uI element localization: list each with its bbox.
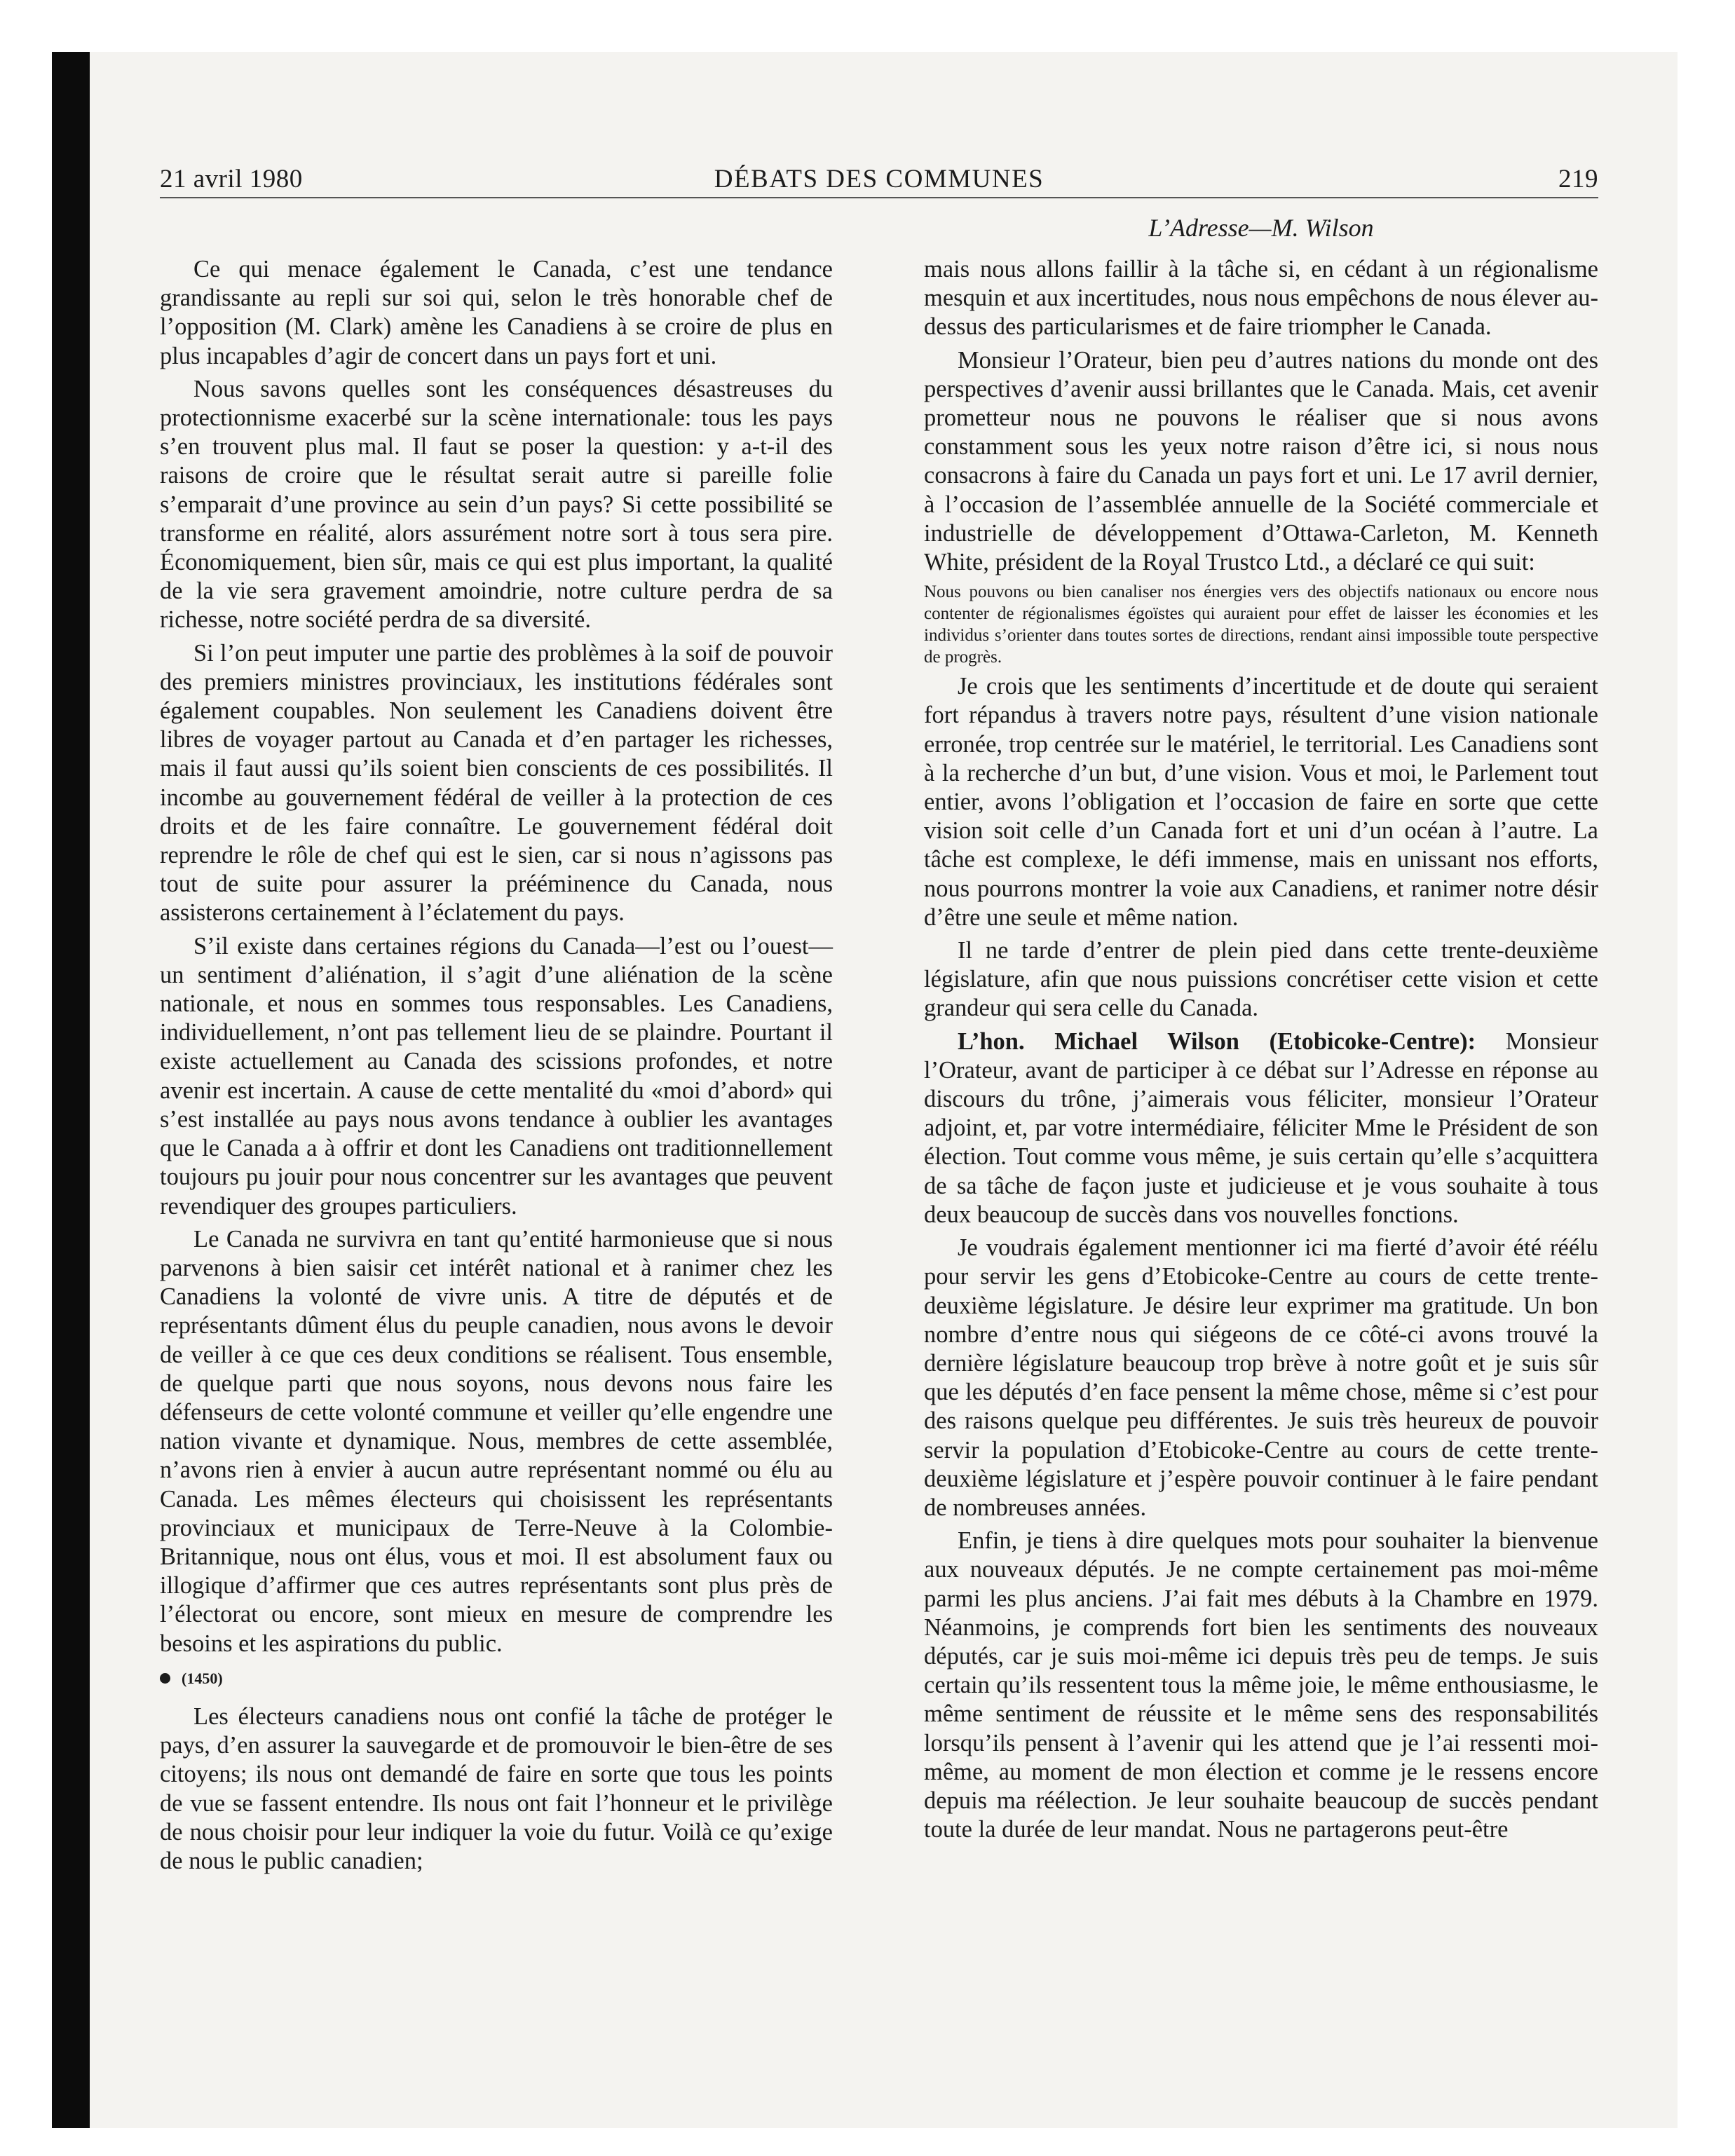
time-marker-label: (1450) [182, 1669, 223, 1687]
right-column [924, 255, 1598, 1848]
paragraph: Le Canada ne survivra en tant qu’entité harmonieuse que si nous parvenons à bien saisir cet intérêt national et à ranimer chez les Canadiens la volonté de vivre unis. A titre de députés et de représentants dûment élus du peuple canadien, nous avons le devoir de veiller à ce que ces deux conditions se réalisent. Tous ensemble, de quelque parti que nous soyons, nous devons nous faire les défenseurs de cette volonté commune et veiller qu’elle engendre une nation vivante et dynamique. Nous, membres de cette assemblée, n’avons rien à envier à aucun autre représentant nommé ou élu au Canada. Les mêmes électeurs qui choisissent les représentants provinciaux et municipaux de Terre-Neuve à la Colombie-Britannique, nous ont élus, vous et moi. Il est absolument faux ou illogique d’affirmer que ces autres représentants sont plus près de l’électorat ou encore, sont mieux en mesure de comprendre les besoins et les aspirations du public. [160, 1225, 833, 1657]
page-header [160, 164, 1598, 206]
bullet-icon [160, 1673, 170, 1684]
paragraph: Il ne tarde d’entrer de plein pied dans cette trente-deuxième législature, afin que nous puissions concrétiser cette vision et cette grandeur qui sera celle du Canada. [924, 937, 1598, 1022]
left-column [160, 255, 833, 1880]
header-title: DÉBATS DES COMMUNES [714, 165, 1045, 193]
speech-paragraph [924, 1028, 1598, 1229]
running-head: L’Adresse—M. Wilson [1148, 214, 1374, 242]
page-number: 219 [1558, 165, 1598, 193]
speech-text: Monsieur l’Orateur, avant de participer à ce débat sur l’Adresse en réponse au discours du trône, j’aimerais vous féliciter, monsieur l’Orateur adjoint, et, par votre intermédiaire, féliciter Mme le Président de son élection. Tout comme vous même, je suis certain qu’elle s’acquittera de sa tâche de façon juste et judicieuse et je vous souhaite à tous deux beaucoup de succès dans vos nouvelles fonctions. [924, 1028, 1598, 1228]
paragraph: mais nous allons faillir à la tâche si, en cédant à un régionalisme mesquin et aux incertitudes, nous nous empêchons de nous élever au-dessus des particularismes et de faire triompher le Canada. [924, 256, 1598, 341]
paragraph: Je crois que les sentiments d’incertitude et de doute qui seraient fort répandus à travers notre pays, résultent d’une vision nationale erronée, trop centrée sur le matériel, le territorial. Les Canadiens sont à la recherche d’un but, d’une vision. Vous et moi, le Parlement tout entier, avons l’obligation et l’occasion de faire en sorte que cette vision soit celle d’un Canada fort et uni d’un océan à l’autre. La tâche est complexe, le défi immense, mais en unissant nos efforts, nous pourrons montrer la voie aux Canadiens, et ranimer notre désir d’être une seule et même nation. [924, 673, 1598, 931]
speaker-name: L’hon. Michael Wilson (Etobicoke-Centre): [958, 1028, 1476, 1055]
header-date: 21 avril 1980 [160, 165, 303, 193]
paragraph: Si l’on peut imputer une partie des problèmes à la soif de pouvoir des premiers ministres provinciaux, les institutions fédérales sont également coupables. Non seulement les Canadiens doivent être libres de voyager partout au Canada et d’en partager les richesses, mais il faut aussi qu’ils soient bien conscients de ces possibilités. Il incombe au gouvernement fédéral de veiller à la protection de ces droits et de les faire connaître. Le gouvernement fédéral doit reprendre le rôle de chef qui est le sien, car si nous n’agissons pas tout de suite pour assurer la prééminence du Canada, nous assisterons certainement à l’éclatement du pays. [160, 639, 833, 927]
paragraph: Nous savons quelles sont les conséquences désastreuses du protectionnisme exacerbé sur la scène internationale: tous les pays s’en trouvent plus mal. Il faut se poser la question: y a-t-il des raisons de croire que le résultat serait autre si pareille folie s’emparait d’une province au sein d’un pays? Si cette possibilité se transforme en réalité, alors assurément notre sort à tous sera pire. Économiquement, bien sûr, mais ce qui est plus important, la qualité de la vie sera gravement amoindrie, notre culture perdra de sa richesse, notre société perdra de sa diversité. [160, 375, 833, 634]
paragraph: Les électeurs canadiens nous ont confié la tâche de protéger le pays, d’en assurer la sauvegarde et de promouvoir le bien-être de ses citoyens; ils nous ont demandé de faire en sorte que tous les points de vue se fassent entendre. Ils nous ont fait l’honneur et le privilège de nous choisir pour leur indiquer la voie du futur. Voilà ce qu’exige de nous le public canadien; [160, 1703, 833, 1874]
paragraph: Je voudrais également mentionner ici ma fierté d’avoir été réélu pour servir les gens d’Etobicoke-Centre au cours de cette trente-deuxième législature. Je désire leur exprimer ma gratitude. Un bon nombre d’entre nous qui siégeons de ce côté-ci avons trouvé la dernière législature beaucoup trop brève à notre goût et je suis sûr que les députés d’en face pensent la même chose, même si c’est pour des raisons quelque peu différentes. Je suis très heureux de pouvoir servir la population d’Etobicoke-Centre au cours de cette trente-deuxième législature et j’espère pouvoir continuer à le faire pendant de nombreuses années. [924, 1234, 1598, 1521]
paragraph: Monsieur l’Orateur, bien peu d’autres nations du monde ont des perspectives d’avenir aussi brillantes que le Canada. Mais, cet avenir prometteur nous ne pouvons le réaliser que si nous avons constamment sous les yeux notre raison d’être ici, si nous nous consacrons à faire du Canada un pays fort et uni. Le 17 avril dernier, à l’occasion de l’assemblée annuelle de la Société commerciale et industrielle de développement d’Ottawa-Carleton, M. Kenneth White, président de la Royal Trustco Ltd., a déclaré ce qui suit: [924, 346, 1598, 576]
block-quote: Nous pouvons ou bien canaliser nos énergies vers des objectifs nationaux ou encore nous contenter de régionalismes égoïstes qui auraient pour effet de laisser les économies et les individus s’orienter dans toutes sortes de directions, rendant ainsi impossible toute perspective de progrès. [924, 582, 1598, 667]
scan-margin [0, 0, 1735, 52]
paragraph: Ce qui menace également le Canada, c’est une tendance grandissante au repli sur soi qui, selon le très honorable chef de l’opposition (M. Clark) amène les Canadiens à se croire de plus en plus incapables d’agir de concert dans un pays fort et uni. [160, 256, 833, 369]
header-rule [160, 197, 1598, 198]
time-marker [160, 1664, 833, 1693]
scan-edge-bar [52, 52, 90, 2128]
paragraph: S’il existe dans certaines régions du Canada—l’est ou l’ouest—un sentiment d’aliénation, il s’agit d’une aliénation de la scène nationale, et nous en sommes tous responsables. Les Canadiens, individuellement, n’ont pas tellement lieu de se plaindre. Pourtant il existe actuellement au Canada des scissions profondes, et notre avenir est incertain. A cause de cette mentalité du «moi d’abord» qui s’est installée au pays nous avons tendance à oublier les avantages que le Canada a à offrir et dont les Canadiens ont traditionnellement toujours pu jouir pour nous concentrer sur les avantages que peuvent revendiquer des groupes particuliers. [160, 932, 833, 1220]
document-page [90, 52, 1678, 2128]
paragraph: Enfin, je tiens à dire quelques mots pour souhaiter la bienvenue aux nouveaux députés. Je ne compte certainement pas moi-même parmi les plus anciens. J’ai fait mes débuts à la Chambre en 1979. Néanmoins, je comprends fort bien les sentiments des nouveaux députés, car je suis moi-même ici depuis très peu de temps. Je suis certain qu’ils ressentent tous la même joie, le même enthousiasme, le même sentiment de réussite et le même sens des responsabilités lorsqu’ils pensent à l’avenir qui les attend que je l’ai ressenti moi-même, au moment de mon élection et comme je le ressens encore depuis ma réélection. Je leur souhaite beaucoup de succès pendant toute la durée de leur mandat. Nous ne partagerons peut-être [924, 1527, 1598, 1843]
